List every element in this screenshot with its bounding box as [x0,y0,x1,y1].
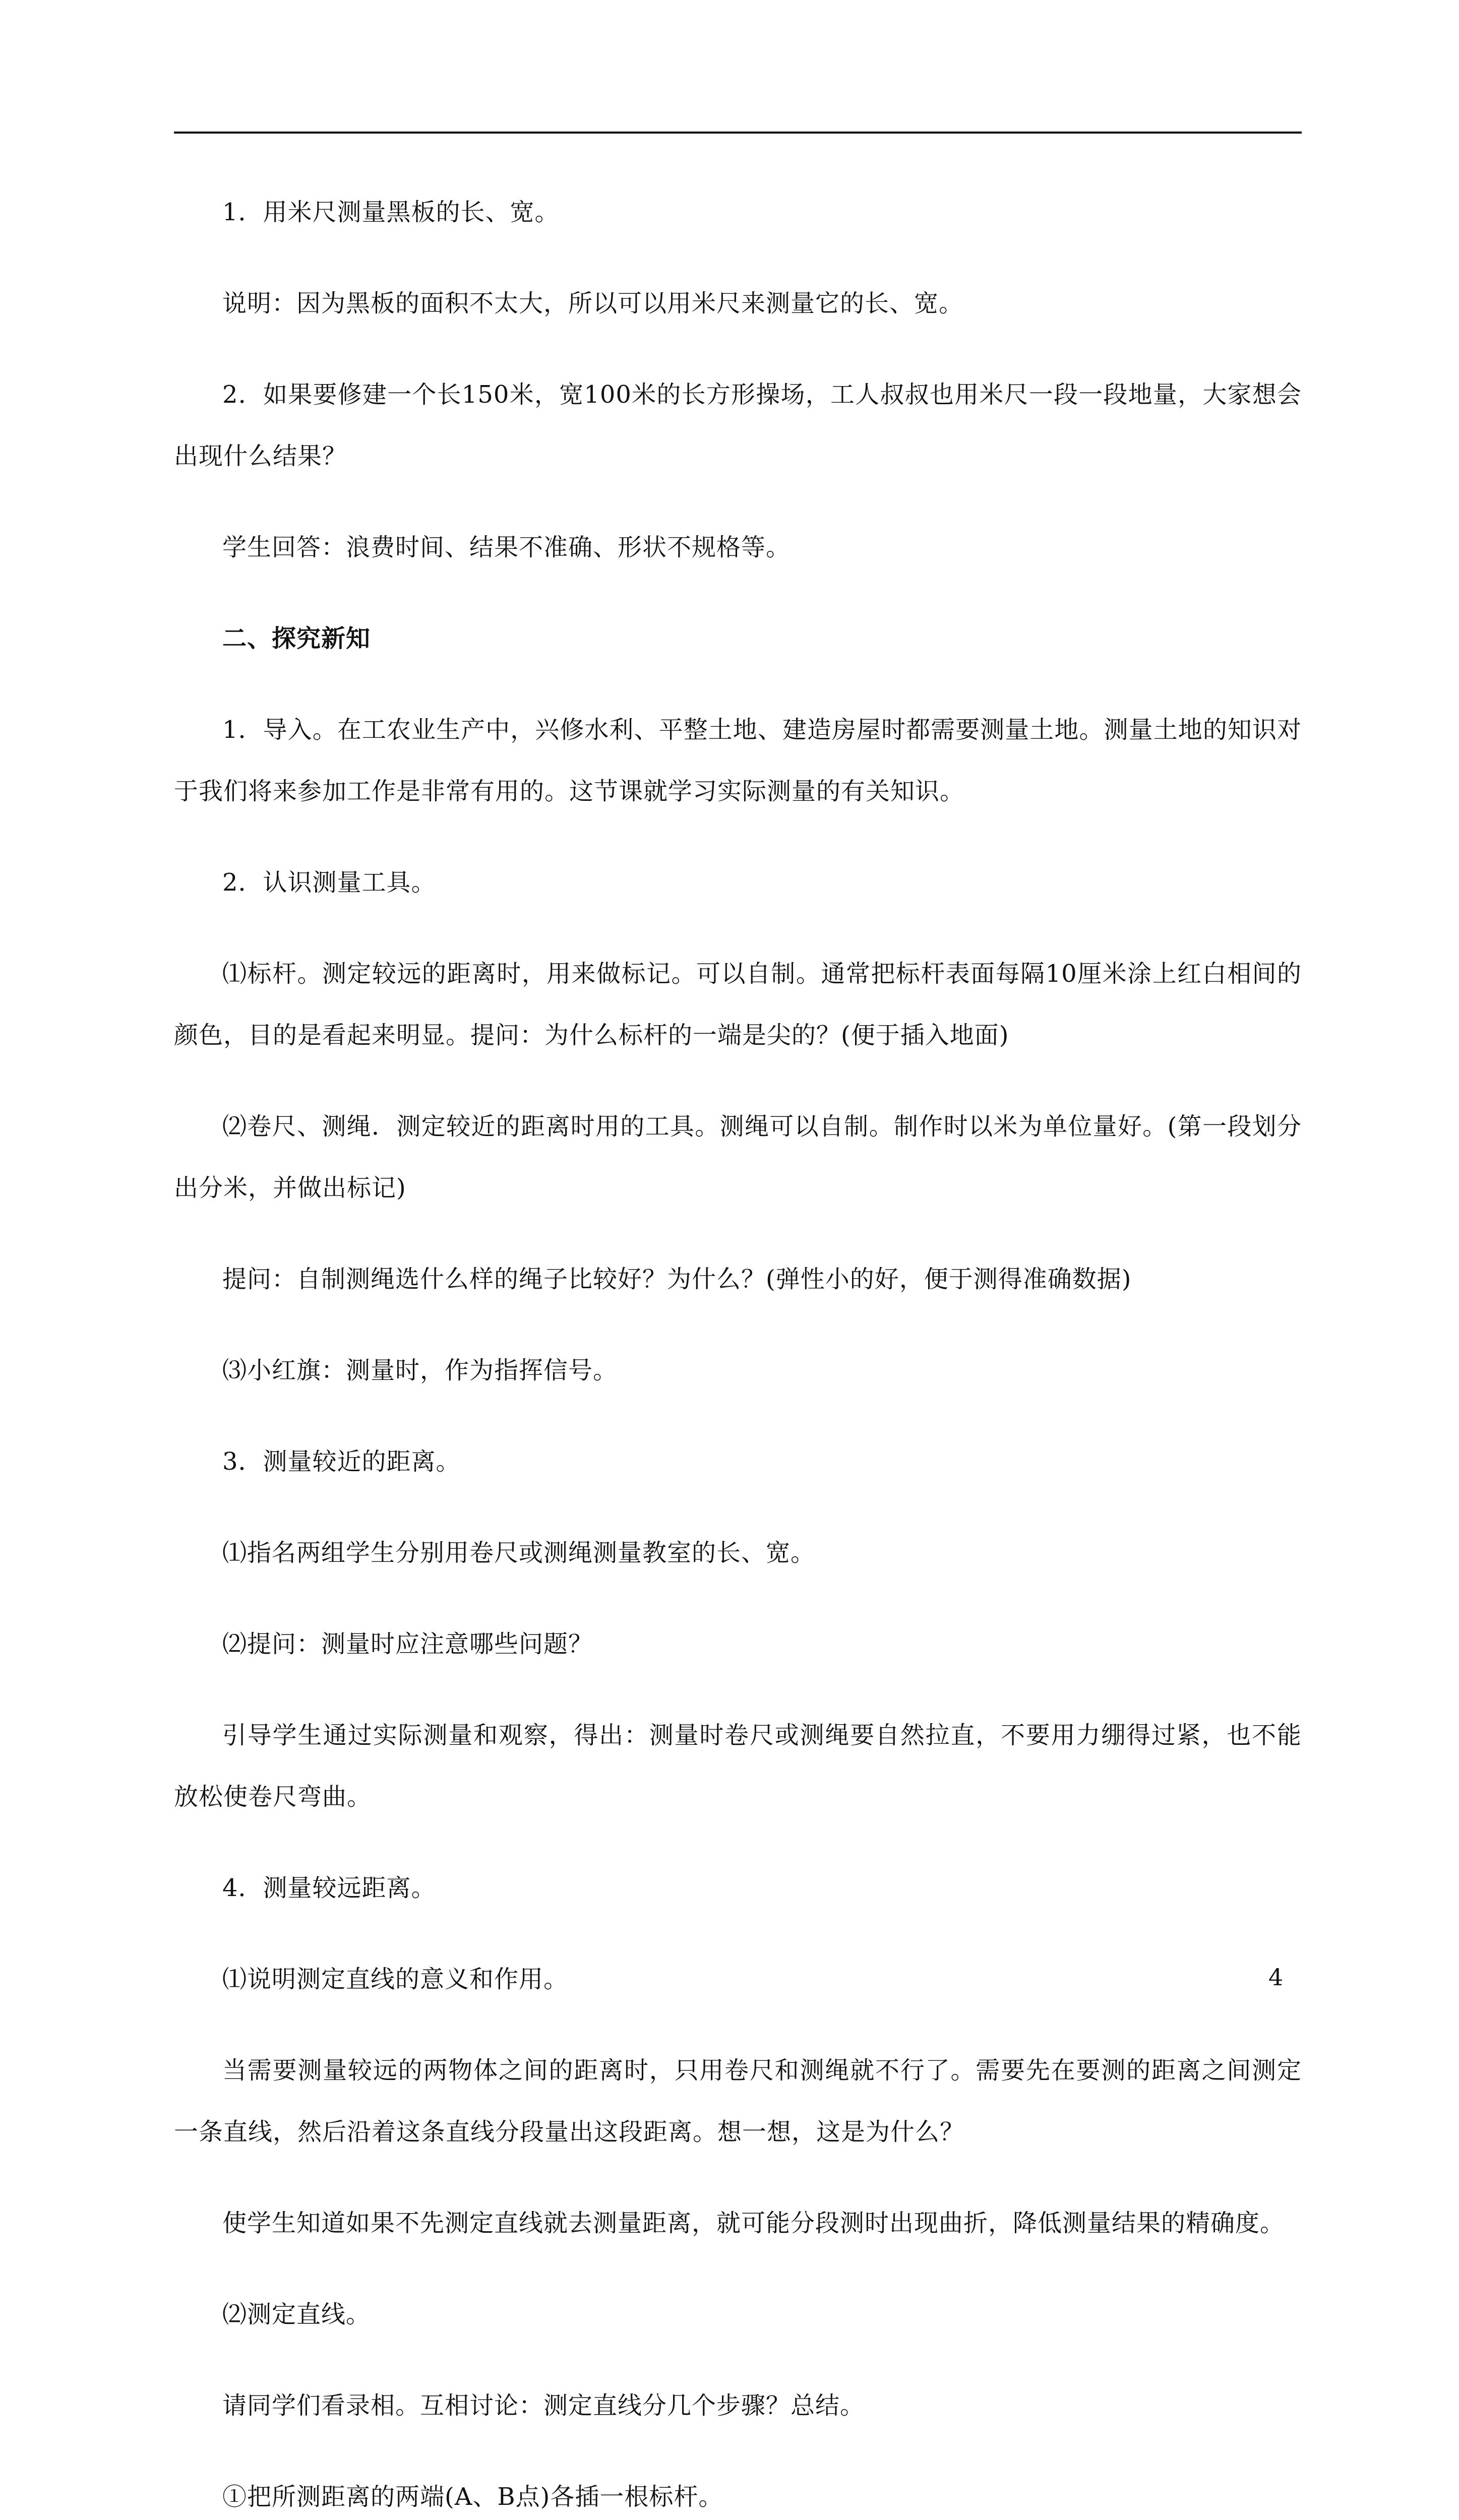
paragraph: 学生回答：浪费时间、结果不准确、形状不规格等。 [222,533,791,561]
paragraph: ⑴标杆。测定较远的距离时，用来做标记。可以自制。通常把标杆表面每隔10厘米涂上红白相间的颜色，目的是看起来明显。提问：为什么标杆的一端是尖的？(便于插入地面) [174,960,1302,1049]
paragraph: ①把所测距离的两端(A、B点)各插一根标杆。 [222,2483,723,2511]
paragraph: 1．用米尺测量黑板的长、宽。 [222,198,560,226]
paragraph: 2．认识测量工具。 [222,868,436,897]
paragraph: ⑵测定直线。 [222,2300,371,2328]
paragraph: 1．导入。在工农业生产中，兴修水利、平整土地、建造房屋时都需要测量土地。测量土地的知识对于我们将来参加工作是非常有用的。这节课就学习实际测量的有关知识。 [174,716,1302,805]
paragraph: 引导学生通过实际测量和观察，得出：测量时卷尺或测绳要自然拉直，不要用力绷得过紧，也不能放松使卷尺弯曲。 [174,1721,1302,1811]
header-rule [174,132,1302,134]
document-body [174,181,1302,2520]
paragraph: ⑴说明测定直线的意义和作用。 [222,1965,569,1993]
paragraph: 2．如果要修建一个长150米，宽100米的长方形操场，工人叔叔也用米尺一段一段地量，大家想会出现什么结果？ [174,381,1302,470]
paragraph: 提问：自制测绳选什么样的绳子比较好？为什么？(弹性小的好，便于测得准确数据) [222,1265,1132,1293]
paragraph: 使学生知道如果不先测定直线就去测量距离，就可能分段测时出现曲折，降低测量结果的精确度。 [222,2209,1285,2237]
paragraph: ⑶小红旗：测量时，作为指挥信号。 [222,1356,618,1384]
page-number: 4 [1268,1964,1284,1991]
paragraph: 说明：因为黑板的面积不太大，所以可以用米尺来测量它的长、宽。 [222,289,964,318]
paragraph: 当需要测量较远的两物体之间的距离时，只用卷尺和测绳就不行了。需要先在要测的距离之间测定一条直线，然后沿着这条直线分段量出这段距离。想一想，这是为什么？ [174,2056,1302,2146]
paragraph: ⑵卷尺、测绳．测定较近的距离时用的工具。测绳可以自制。制作时以米为单位量好。(第一段划分出分米，并做出标记) [174,1112,1302,1202]
paragraph: 3．测量较近的距离。 [222,1447,461,1476]
paragraph: ⑴指名两组学生分别用卷尺或测绳测量教室的长、宽。 [222,1539,816,1567]
paragraph: ⑵提问：测量时应注意哪些问题？ [222,1630,593,1658]
paragraph: 4．测量较远距离。 [222,1874,436,1902]
section-heading: 二、探究新知 [222,624,371,653]
paragraph: 请同学们看录相。互相讨论：测定直线分几个步骤？总结。 [222,2391,865,2420]
